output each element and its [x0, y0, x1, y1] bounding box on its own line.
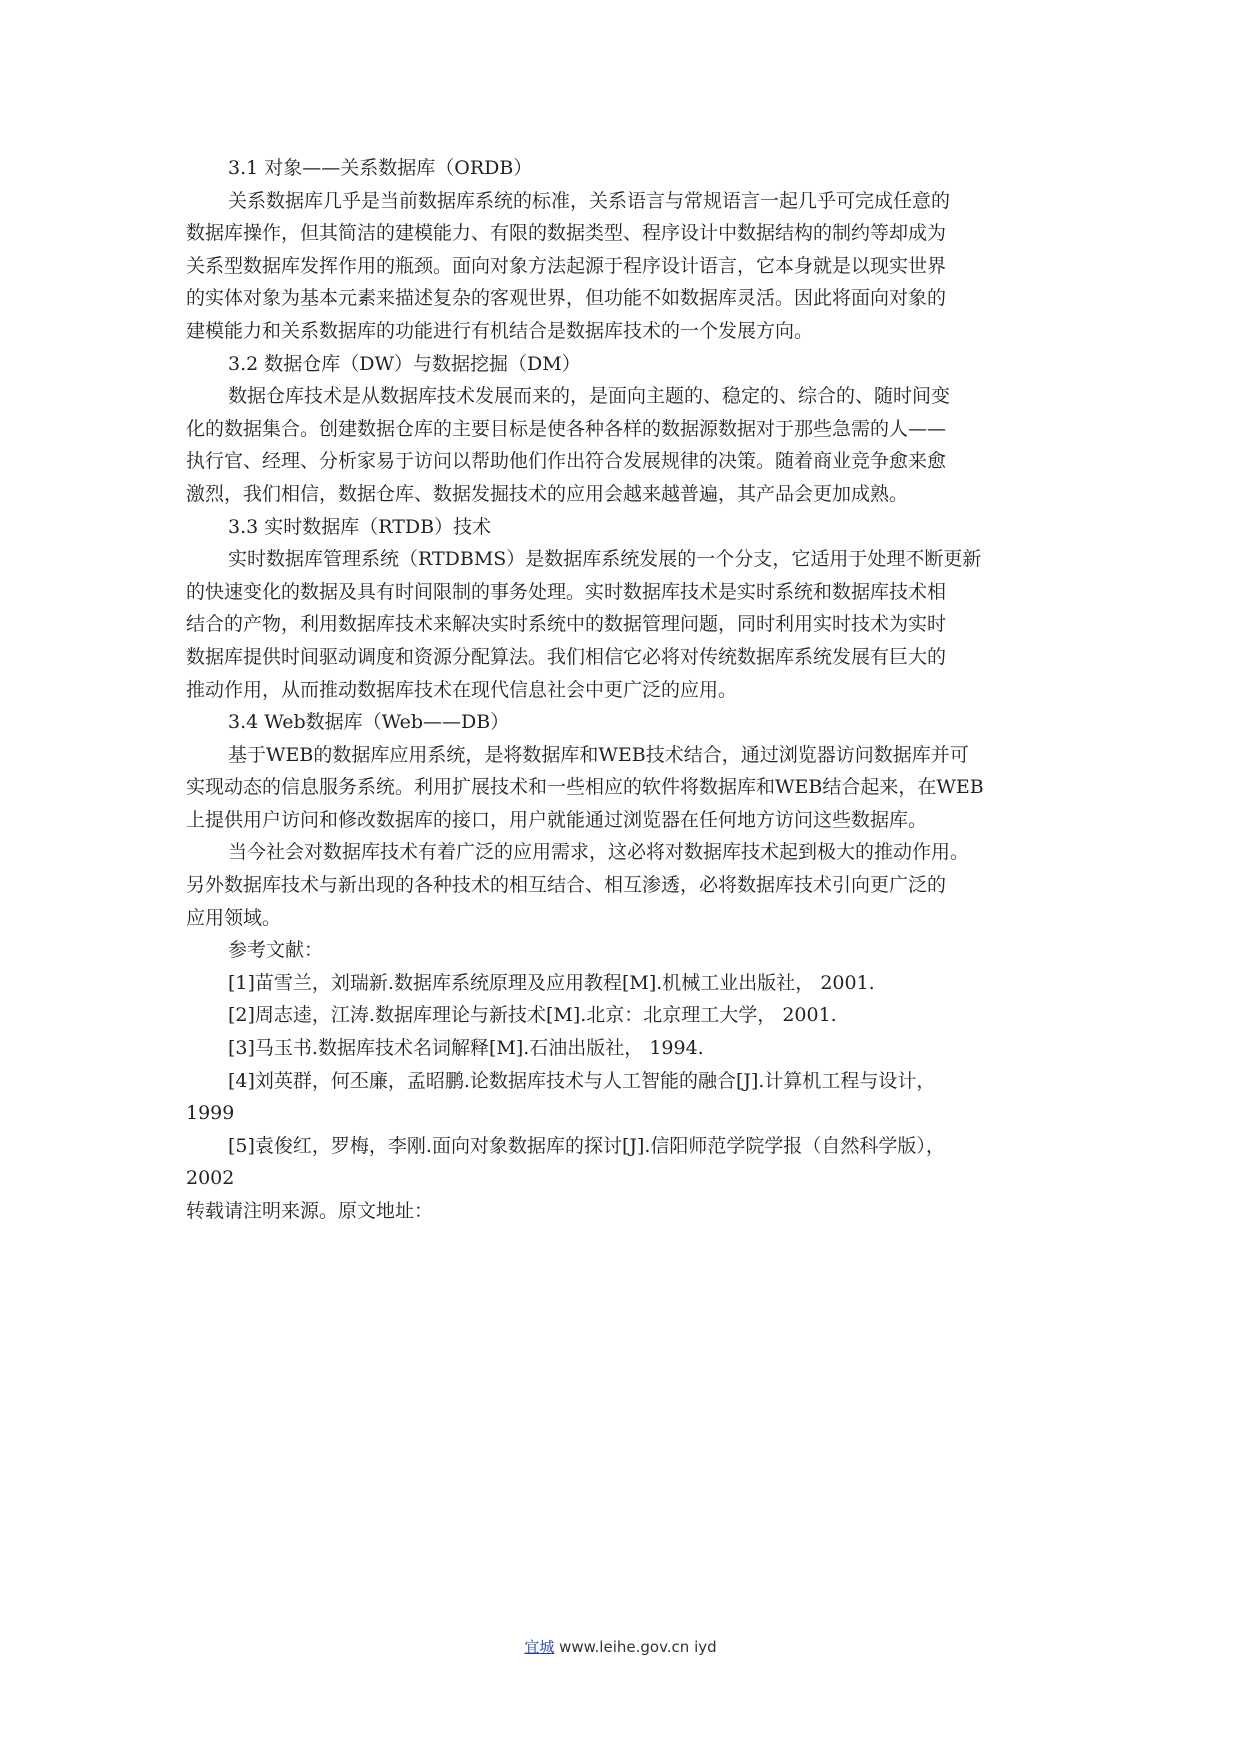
footer-url-text: www.leihe.gov.cn iyd [554, 1638, 717, 1656]
reference-line: [1]苗雪兰，刘瑞新.数据库系统原理及应用教程[M].机械工业出版社， 2001. [228, 971, 875, 994]
paragraph-line: 的实体对象为基本元素来描述复杂的客观世界，但功能不如数据库灵活。因此将面向对象的 [186, 287, 947, 310]
reference-line: [5]袁俊红，罗梅，李刚.面向对象数据库的探讨[J].信阳师范学院学报（自然科学版）， [228, 1134, 945, 1157]
section-heading: 3.2 数据仓库（DW）与数据挖掘（DM） [228, 352, 581, 375]
footer-link[interactable]: 宜城 [524, 1638, 555, 1656]
paragraph-line: 执行官、经理、分析家易于访问以帮助他们作出符合发展规律的决策。随着商业竞争愈来愈 [186, 450, 947, 473]
paragraph-line: 实时数据库管理系统（RTDBMS）是数据库系统发展的一个分支，它适用于处理不断更新 [228, 548, 982, 571]
paragraph-line: 关系数据库几乎是当前数据库系统的标准，关系语言与常规语言一起几乎可完成任意的 [228, 189, 951, 212]
conclusion-line: 另外数据库技术与新出现的各种技术的相互结合、相互渗透，必将数据库技术引向更广泛的 [186, 874, 947, 897]
references-title: 参考文献： [228, 939, 324, 962]
paragraph-line: 实现动态的信息服务系统。利用扩展技术和一些相应的软件将数据库和WEB结合起来，在WEB [186, 776, 984, 799]
conclusion-line: 应用领域。 [186, 906, 282, 929]
reference-line: [2]周志逵，江涛.数据库理论与新技术[M].北京：北京理工大学， 2001. [228, 1004, 837, 1027]
paragraph-line: 上提供用户访问和修改数据库的接口，用户就能通过浏览器在任何地方访问这些数据库。 [186, 808, 928, 831]
section-heading: 3.3 实时数据库（RTDB）技术 [228, 515, 492, 538]
paragraph-line: 建模能力和关系数据库的功能进行有机结合是数据库技术的一个发展方向。 [186, 319, 814, 342]
paragraph-line: 激烈，我们相信，数据仓库、数据发掘技术的应用会越来越普遍，其产品会更加成熟。 [186, 482, 909, 505]
paragraph-line: 推动作用，从而推动数据库技术在现代信息社会中更广泛的应用。 [186, 678, 738, 701]
conclusion-line: 当今社会对数据库技术有着广泛的应用需求，这必将对数据库技术起到极大的推动作用。 [228, 841, 970, 864]
paragraph-line: 的快速变化的数据及具有时间限制的事务处理。实时数据库技术是实时系统和数据库技术相 [186, 580, 947, 603]
paragraph-line: 结合的产物，利用数据库技术来解决实时系统中的数据管理问题，同时利用实时技术为实时 [186, 613, 947, 636]
paragraph-line: 数据仓库技术是从数据库技术发展而来的，是面向主题的、稳定的、综合的、随时间变 [228, 385, 951, 408]
paragraph-line: 关系型数据库发挥作用的瓶颈。面向对象方法起源于程序设计语言，它本身就是以现实世界 [186, 254, 947, 277]
reference-line: 2002 [186, 1167, 235, 1190]
document-body [186, 152, 1066, 1228]
section-heading: 3.4 Web数据库（Web——DB） [228, 711, 510, 734]
paragraph-line: 化的数据集合。创建数据仓库的主要目标是使各种各样的数据源数据对于那些急需的人—— [186, 417, 947, 440]
source-note: 转载请注明来源。原文地址： [186, 1200, 434, 1222]
page-footer [0, 1636, 1241, 1657]
reference-line: 1999 [186, 1102, 235, 1125]
paragraph-line: 数据库提供时间驱动调度和资源分配算法。我们相信它必将对传统数据库系统发展有巨大的 [186, 645, 947, 668]
reference-line: [3]马玉书.数据库技术名词解释[M].石油出版社， 1994. [228, 1037, 704, 1060]
paragraph-line: 数据库操作，但其简洁的建模能力、有限的数据类型、程序设计中数据结构的制约等却成为 [186, 222, 947, 245]
section-heading: 3.1 对象——关系数据库（ORDB） [228, 157, 533, 179]
reference-line: [4]刘英群，何丕廉，孟昭鹏.论数据库技术与人工智能的融合[J].计算机工程与设计， [228, 1069, 936, 1092]
paragraph-line: 基于WEB的数据库应用系统，是将数据库和WEB技术结合，通过浏览器访问数据库并可 [228, 743, 969, 766]
